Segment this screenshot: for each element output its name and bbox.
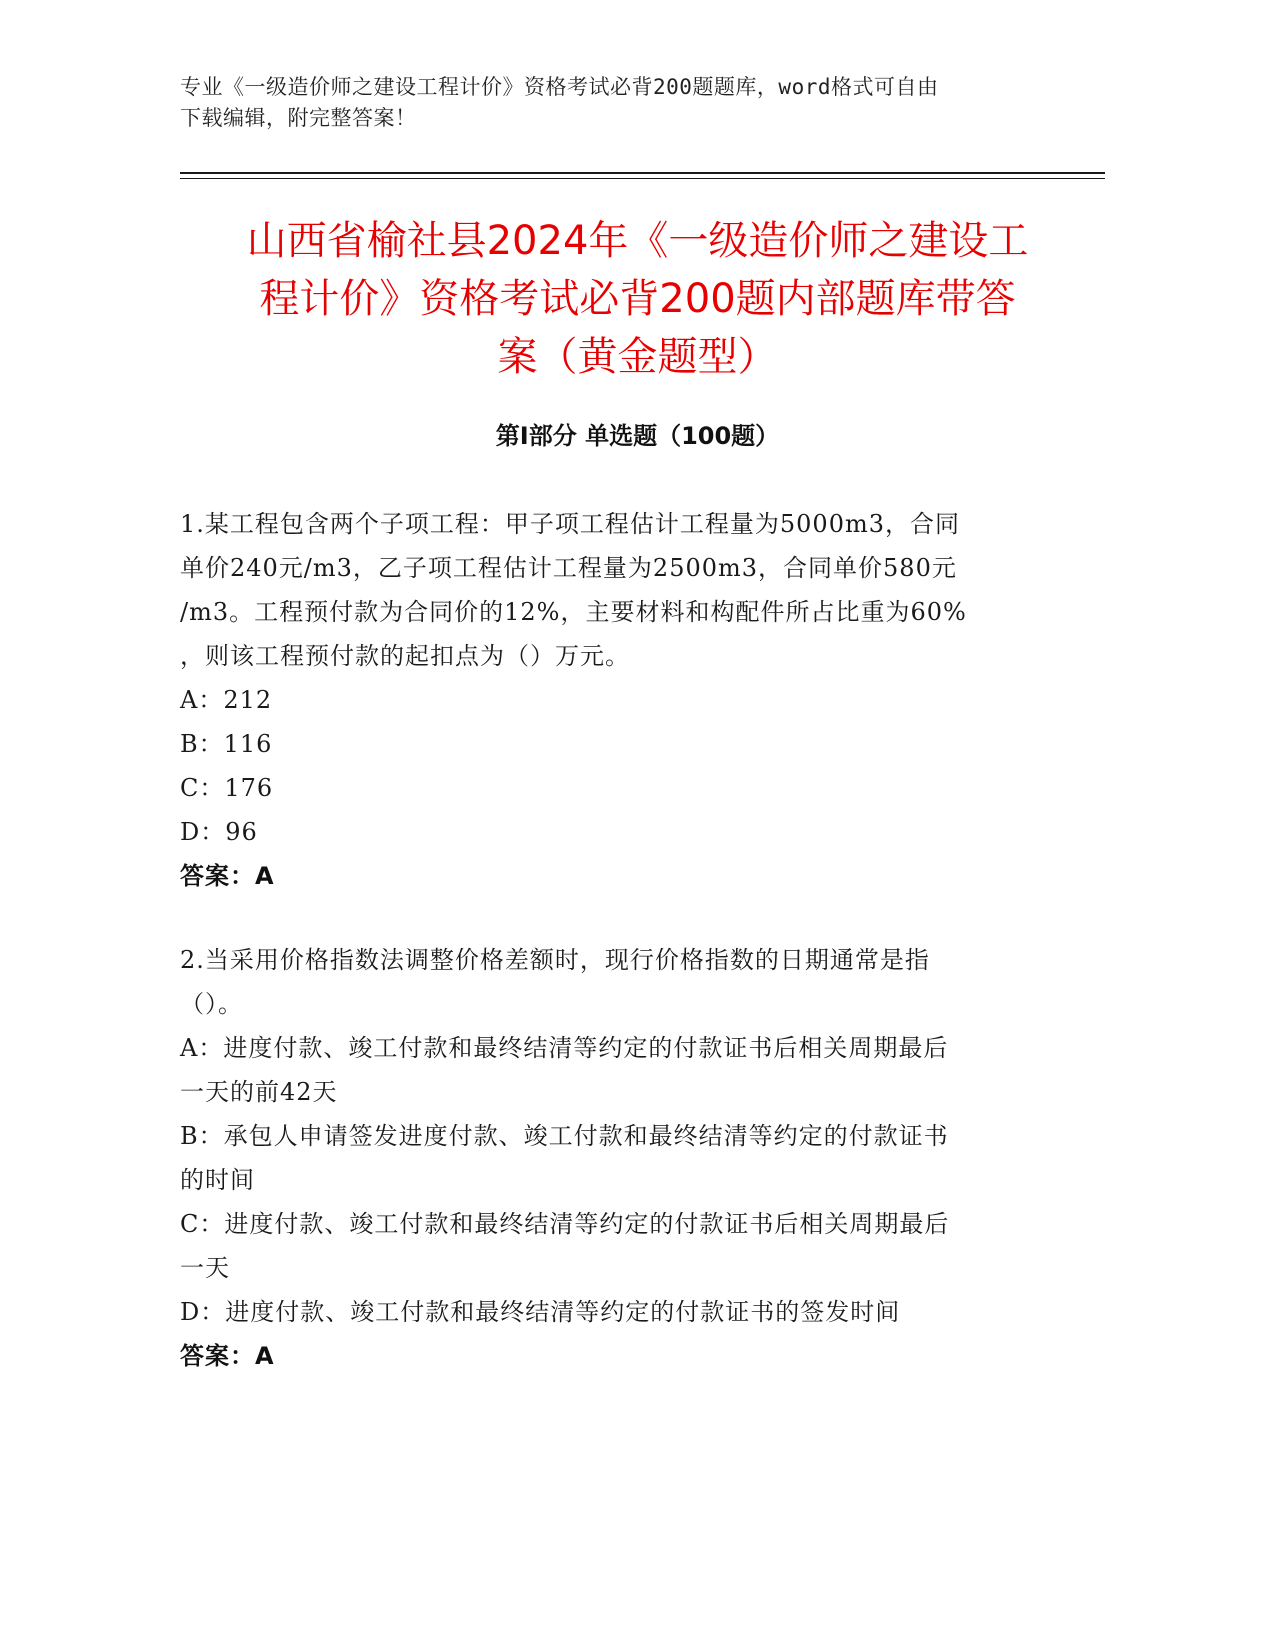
question-stem-line: 2.当采用价格指数法调整价格差额时，现行价格指数的日期通常是指	[180, 946, 930, 974]
option-c: C：进度付款、竣工付款和最终结清等约定的付款证书后相关周期最后	[180, 1210, 950, 1238]
question-1	[180, 502, 1040, 898]
option-a-continued: 一天的前42天	[180, 1078, 338, 1106]
title-line: 案（黄金题型）	[497, 334, 778, 380]
section-heading: 第I部分 单选题（100题）	[495, 422, 780, 450]
question-stem-line: （）。	[180, 990, 243, 1018]
document-title	[180, 212, 1095, 386]
header-note-line: 专业《一级造价师之建设工程计价》资格考试必背200题题库，word格式可自由	[180, 75, 939, 99]
question-stem-line: /m3。工程预付款为合同价的12%，主要材料和构配件所占比重为60%	[180, 598, 967, 626]
header-note	[180, 72, 1040, 134]
option-b: B：承包人申请签发进度付款、竣工付款和最终结清等约定的付款证书	[180, 1122, 949, 1150]
question-stem-line: 单价240元/m3，乙子项工程估计工程量为2500m3，合同单价580元	[180, 554, 957, 582]
option-b: B：116	[180, 730, 273, 758]
option-c-continued: 一天	[180, 1254, 230, 1282]
title-line: 程计价》资格考试必背200题内部题库带答	[259, 276, 1016, 322]
option-a: A：进度付款、竣工付款和最终结清等约定的付款证书后相关周期最后	[180, 1034, 949, 1062]
header-divider-thin	[180, 178, 1105, 179]
header-note-line: 下载编辑，附完整答案！	[180, 106, 417, 130]
option-b-continued: 的时间	[180, 1166, 255, 1194]
header-divider	[180, 172, 1105, 174]
option-a: A：212	[180, 686, 273, 714]
question-stem-line: ，则该工程预付款的起扣点为（）万元。	[180, 642, 630, 670]
question-2	[180, 938, 1040, 1378]
option-d: D：进度付款、竣工付款和最终结清等约定的付款证书的签发时间	[180, 1298, 901, 1326]
option-c: C：176	[180, 774, 274, 802]
question-stem-line: 1.某工程包含两个子项工程：甲子项工程估计工程量为5000m3，合同	[180, 510, 961, 538]
answer-label: 答案：A	[180, 1342, 275, 1370]
title-line: 山西省榆社县2024年《一级造价师之建设工	[246, 218, 1029, 264]
answer-label: 答案：A	[180, 862, 275, 890]
option-d: D：96	[180, 818, 258, 846]
